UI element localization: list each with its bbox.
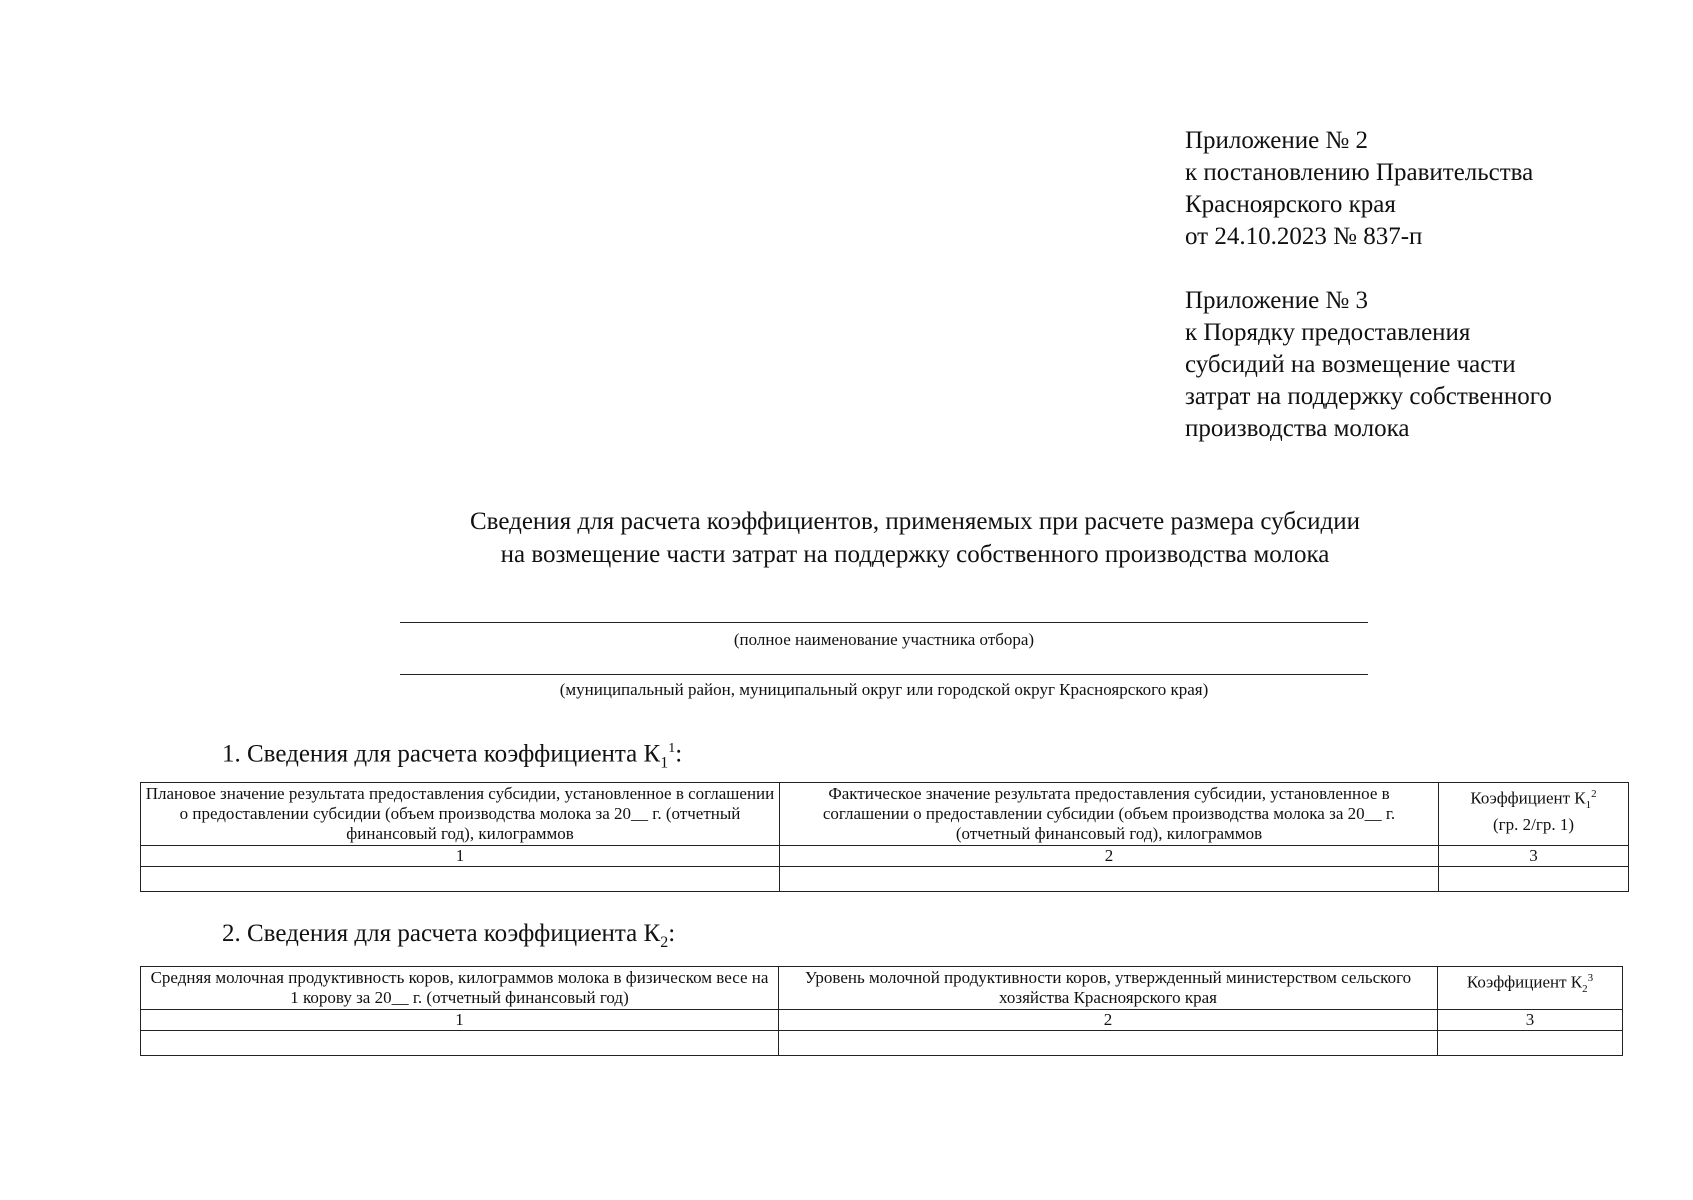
table-header-cell: Плановое значение результата предоставления субсидии, установленное в соглашении о предоставлении субсидии (объем производства молока за 20__ г. (отчетный финансовый год), килограммов <box>141 783 780 846</box>
coef-k2-label: Коэффициент К <box>1466 972 1583 992</box>
appendix-3-block <box>1185 285 1552 445</box>
column-number: 3 <box>1439 846 1629 867</box>
section-2-heading-colon: : <box>668 920 676 947</box>
appendix-3-line: субсидий на возмещение части <box>1185 351 1516 378</box>
table-k2 <box>140 966 1623 1056</box>
table-column-number-row <box>141 1010 1623 1031</box>
appendix-2-line: Приложение № 2 <box>1185 127 1369 154</box>
column-number: 2 <box>780 846 1439 867</box>
coef-k1-sub: 1 <box>1585 799 1592 812</box>
column-number: 1 <box>141 846 780 867</box>
participant-name-line <box>400 622 1368 623</box>
column-number: 2 <box>779 1010 1438 1031</box>
section-1-heading-sup: 1 <box>668 741 676 756</box>
appendix-2-line: к постановлению Правительства <box>1185 159 1534 186</box>
section-2-heading <box>222 918 675 959</box>
district-caption: (муниципальный район, муниципальный округ или городской округ Красноярского края) <box>559 680 1209 699</box>
table-header-cell <box>1438 967 1623 1010</box>
appendix-2-block <box>1185 125 1533 253</box>
coef-k1-formula: (гр. 2/гр. 1) <box>1493 815 1574 835</box>
coef-k1-sup: 2 <box>1591 788 1597 800</box>
table-data-row <box>141 1031 1623 1056</box>
appendix-3-line: Приложение № 3 <box>1185 287 1369 314</box>
section-1-heading-text: 1. Сведения для расчета коэффициента К <box>222 740 661 768</box>
section-1-heading-sub: 1 <box>660 754 669 772</box>
table-data-cell[interactable] <box>1438 1031 1623 1056</box>
participant-name-caption: (полное наименование участника отбора) <box>733 630 1035 649</box>
section-2-heading-text: 2. Сведения для расчета коэффициента К <box>222 920 661 947</box>
table-data-cell[interactable] <box>141 867 780 892</box>
district-line <box>400 674 1368 675</box>
appendix-3-line: производства молока <box>1185 415 1410 442</box>
document-title-line: Сведения для расчета коэффициентов, применяемых при расчете размера субсидии <box>470 508 1360 535</box>
document-title-line: на возмещение части затрат на поддержку собственного производства молока <box>500 541 1330 568</box>
table-header-row <box>141 783 1629 846</box>
coef-k2-sup: 3 <box>1587 972 1594 984</box>
section-1-heading-colon: : <box>675 740 683 768</box>
table-header-cell: Уровень молочной продуктивности коров, утвержденный министерством сельского хозяйства Красноярского края <box>779 967 1438 1010</box>
table-column-number-row <box>141 846 1629 867</box>
column-number: 1 <box>141 1010 779 1031</box>
coef-k1-label: Коэффициент К <box>1470 788 1586 808</box>
appendix-2-line: от 24.10.2023 № 837-п <box>1185 223 1423 250</box>
table-header-cell: Средняя молочная продуктивность коров, килограммов молока в физическом весе на 1 корову за 20__ г. (отчетный финансовый год) <box>141 967 779 1010</box>
appendix-2-line: Красноярского края <box>1185 191 1396 218</box>
table-data-cell[interactable] <box>779 1031 1438 1056</box>
section-2-heading-sub: 2 <box>660 934 669 951</box>
coef-k2-sub: 2 <box>1582 983 1588 996</box>
document-title <box>400 505 1430 571</box>
table-data-cell[interactable] <box>1439 867 1629 892</box>
table-data-cell[interactable] <box>780 867 1439 892</box>
table-header-row <box>141 967 1623 1010</box>
table-header-cell <box>1439 783 1629 846</box>
table-data-row <box>141 867 1629 892</box>
table-header-cell: Фактическое значение результата предоставления субсидии, установленное в соглашении о предоставлении субсидии (объем производства молока за 20__ г. (отчетный финансовый год), килограммов <box>780 783 1439 846</box>
table-k1 <box>140 782 1629 892</box>
table-data-cell[interactable] <box>141 1031 779 1056</box>
column-number: 3 <box>1438 1010 1623 1031</box>
appendix-3-line: затрат на поддержку собственного <box>1185 383 1552 410</box>
section-1-heading <box>222 733 682 779</box>
appendix-3-line: к Порядку предоставления <box>1185 319 1471 346</box>
